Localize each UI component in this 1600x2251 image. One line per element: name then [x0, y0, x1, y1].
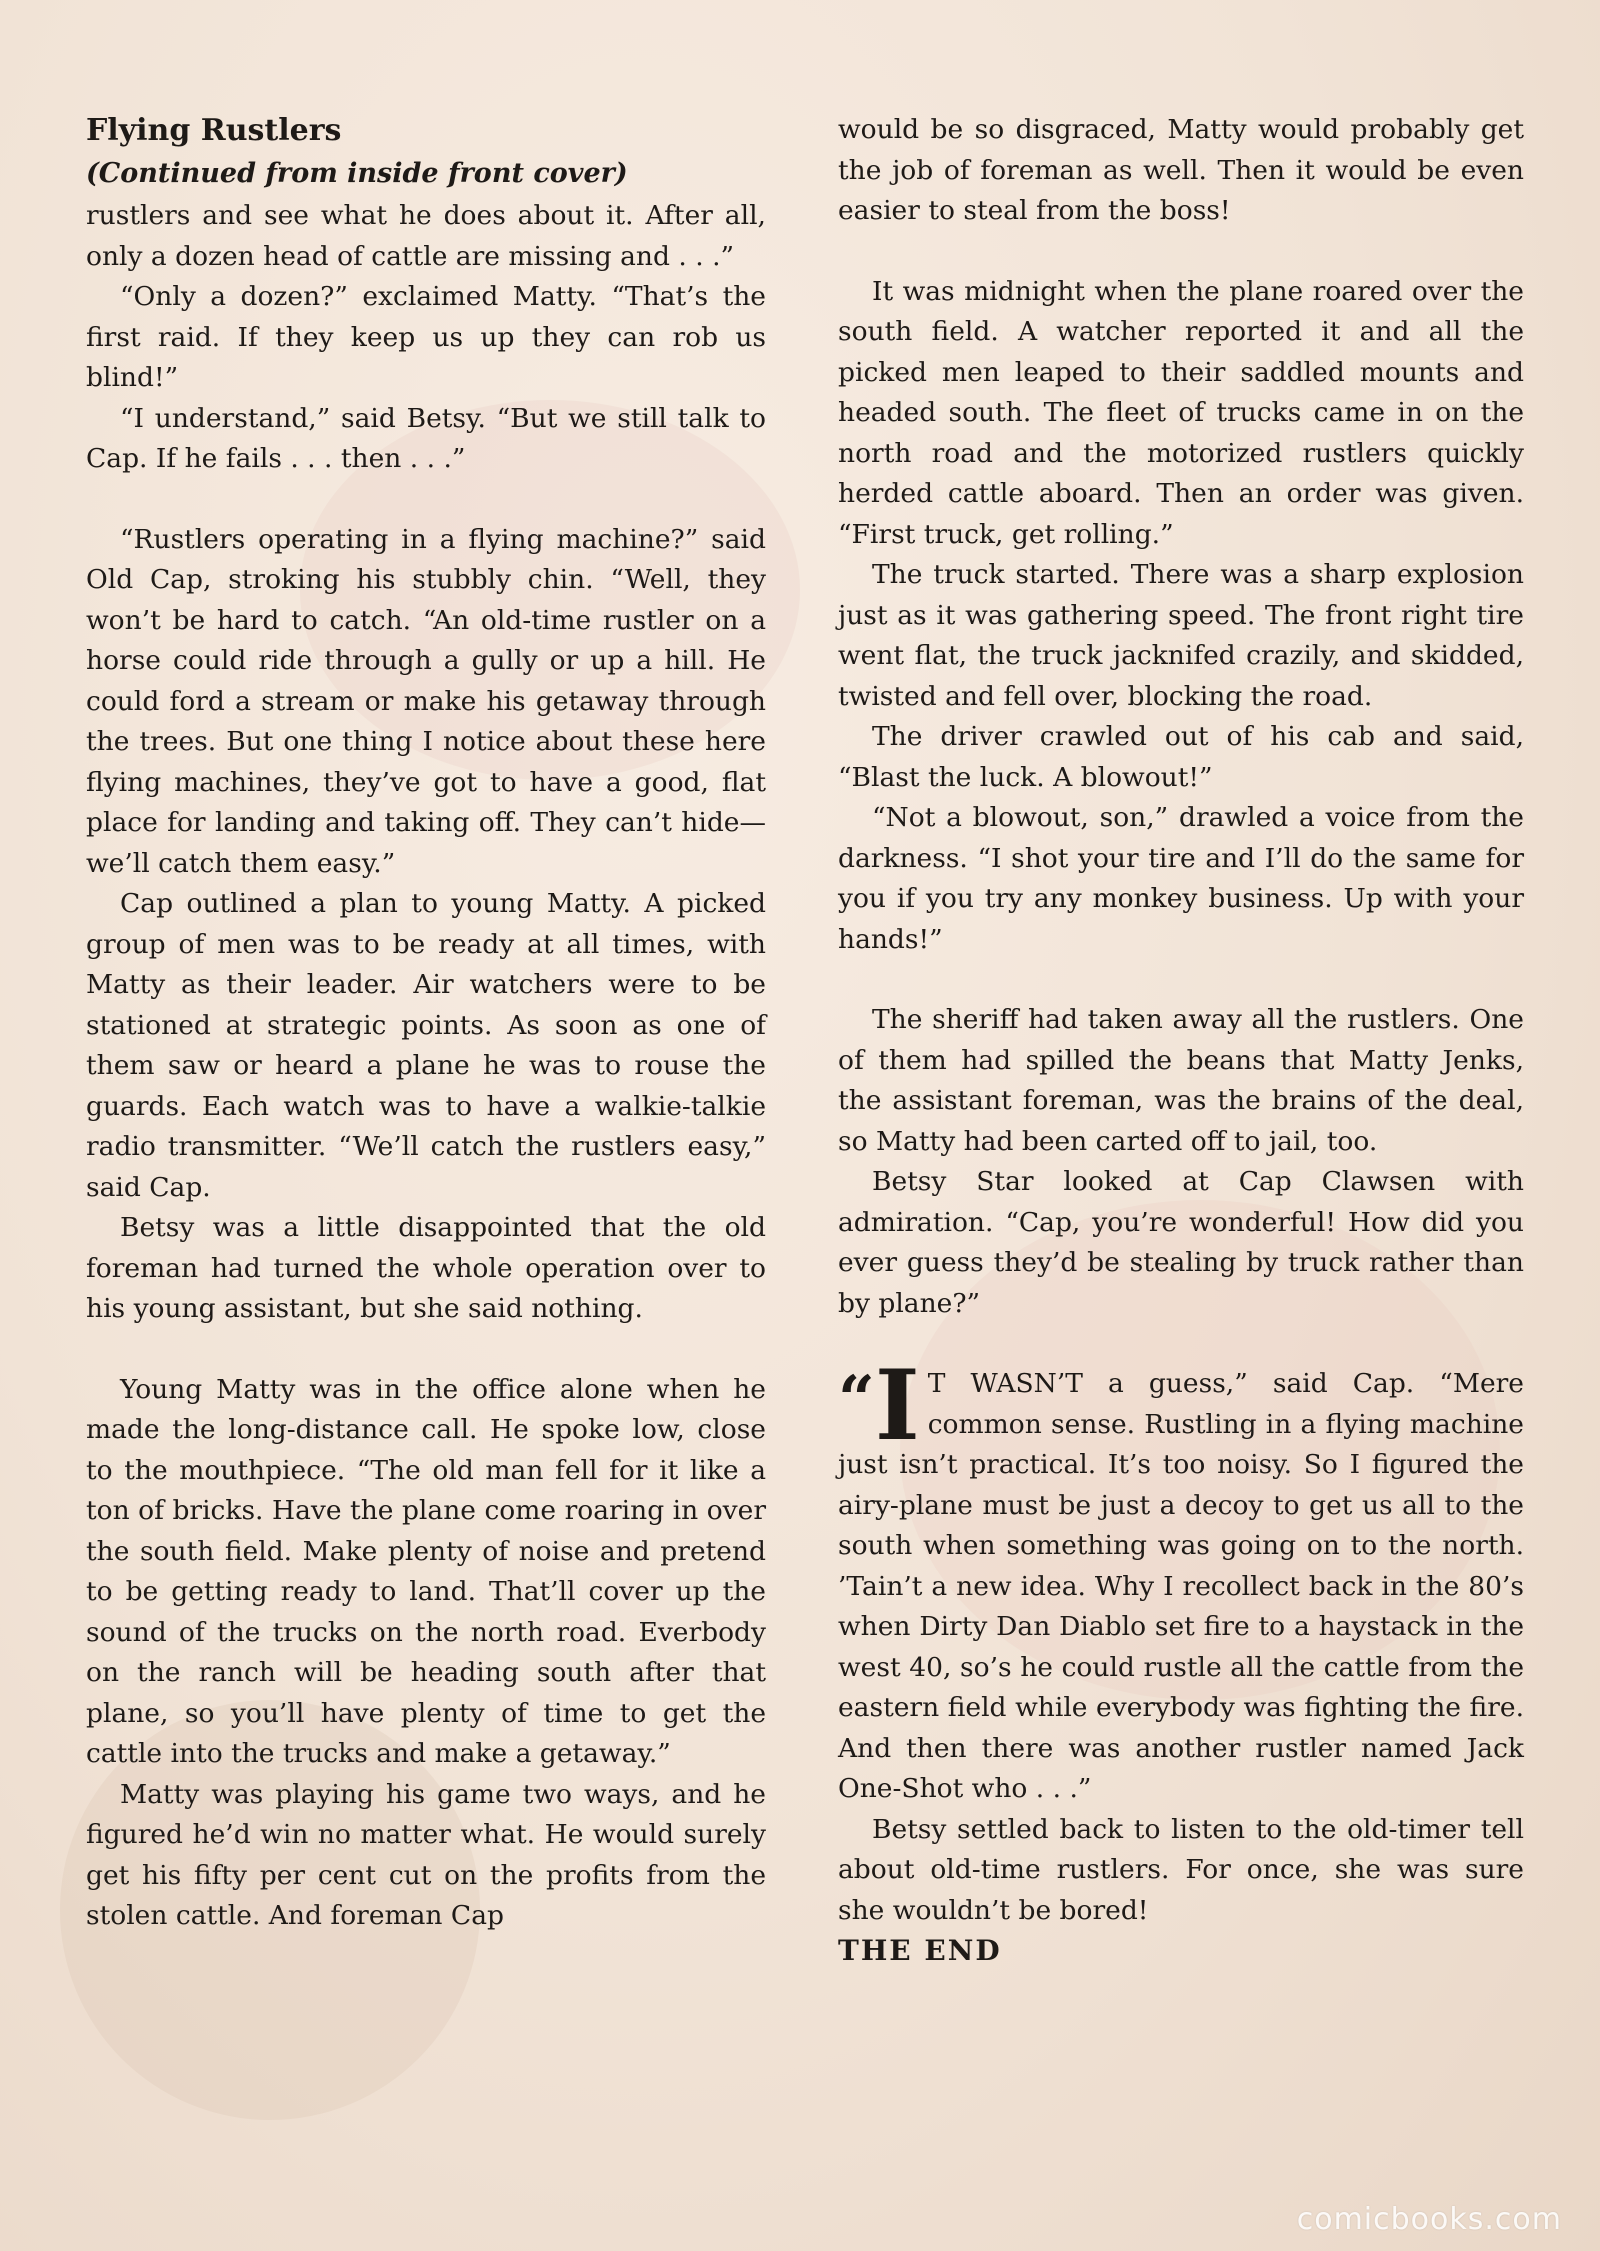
right-para-8-text: T WASN’T a guess,” said Cap. “Mere common sense. Rustling in a flying machine just isn’t practical. It’s too noisy. So I figured the airy-plane must be just a decoy to get us all to the south when something was going on to the north. ’Tain’t a new idea. Why I recollect back in the 80’s when Dirty Dan Diablo set fire to a haystack in the west 40, so’s he could rustle all the cattle from the eastern field while everybody was fighting the fire. And then there was another rustler named Jack One-Shot who . . .”: [838, 1368, 1524, 1804]
right-para-3: The truck started. There was a sharp explosion just as it was gathering speed. The front right tire went flat, the truck jacknifed crazily, and skidded, twisted and fell over, blocking the road.: [838, 559, 1524, 712]
right-para-5: “Not a blowout, son,” drawled a voice from the darkness. “I shot your tire and I’ll do the same for you if you try any monkey business. Up with your hands!”: [838, 802, 1524, 955]
story-subtitle: (Continued from inside front cover): [86, 158, 628, 189]
left-column: [86, 110, 766, 1937]
left-para-2: “Only a dozen?” exclaimed Matty. “That’s the first raid. If they keep us up they can rob us blind!”: [86, 281, 766, 393]
left-para-7: Young Matty was in the office alone when he made the long-distance call. He spoke low, close to the mouthpiece. “The old man fell for it like a ton of bricks. Have the plane come roaring in over the south field. Make plenty of noise and pretend to be getting ready to land. That’ll cover up the sound of the trucks on the north road. Everbody on the ranch will be heading south after that plane, so you’ll have plenty of time to get the cattle into the trucks and make a getaway.”: [86, 1373, 766, 1769]
right-para-8: [838, 1349, 1524, 1810]
section-gap: [86, 1330, 766, 1370]
section-gap: [838, 1324, 1524, 1364]
left-para-5: Cap outlined a plan to young Matty. A picked group of men was to be ready at all times, with Matty as their leader. Air watchers were to be stationed at strategic points. As soon as one of them saw or heard a plane he was to rouse the guards. Each watch was to have a walkie-talkie radio transmitter. “We’ll catch the rustlers easy,” said Cap.: [86, 888, 766, 1203]
watermark-text: comicbooks.com: [1296, 2202, 1562, 2237]
left-para-1: rustlers and see what he does about it. After all, only a dozen head of cattle are missing and . . .”: [86, 200, 766, 272]
section-gap: [838, 960, 1524, 1000]
left-para-4: “Rustlers operating in a flying machine?” said Old Cap, stroking his stubbly chin. “Well, they won’t be hard to catch. “An old-time rustler on a horse could ride through a gully or up a hill. He could ford a stream or make his getaway through the trees. But one thing I notice about these here flying machines, they’ve got to have a good, flat place for landing and taking off. They can’t hide—we’ll catch them easy.”: [86, 523, 766, 879]
left-para-3: “I understand,” said Betsy. “But we still talk to Cap. If he fails . . . then . . .”: [86, 402, 766, 474]
drop-cap: [838, 1349, 920, 1462]
right-para-9: Betsy settled back to listen to the old-timer tell about old-time rustlers. For once, she was sure she wouldn’t be bored!: [838, 1813, 1524, 1926]
right-para-7: Betsy Star looked at Cap Clawsen with admiration. “Cap, you’re wonderful! How did you ever guess they’d be stealing by truck rather than by plane?”: [838, 1166, 1524, 1319]
right-column: [838, 110, 1524, 1972]
left-para-8: Matty was playing his game two ways, and he figured he’d win no matter what. He would surely get his fifty per cent cut on the profits from the stolen cattle. And foreman Cap: [86, 1778, 766, 1931]
section-gap: [838, 232, 1524, 272]
drop-cap-letter: I: [874, 1349, 920, 1462]
story-title: Flying Rustlers: [86, 113, 342, 148]
right-para-6: The sheriff had taken away all the rustlers. One of them had spilled the beans that Matty Jenks, the assistant foreman, was the brains of the deal, so Matty had been carted off to jail, too.: [838, 1004, 1524, 1157]
right-para-1: would be so disgraced, Matty would probably get the job of foreman as well. Then it would be even easier to steal from the boss!: [838, 114, 1524, 226]
the-end-label: THE END: [838, 1934, 1002, 1967]
right-para-2: It was midnight when the plane roared over the south field. A watcher reported it and all the picked men leaped to their saddled mounts and headed south. The fleet of trucks came in on the north road and the motorized rustlers quickly herded cattle aboard. Then an order was given. “First truck, get rolling.”: [838, 275, 1524, 550]
right-para-4: The driver crawled out of his cab and said, “Blast the luck. A blowout!”: [838, 721, 1524, 793]
left-para-6: Betsy was a little disappointed that the old foreman had turned the whole operation over to his young assistant, but she said nothing.: [86, 1212, 766, 1324]
drop-cap-quote: “: [838, 1362, 875, 1437]
section-gap: [86, 480, 766, 520]
